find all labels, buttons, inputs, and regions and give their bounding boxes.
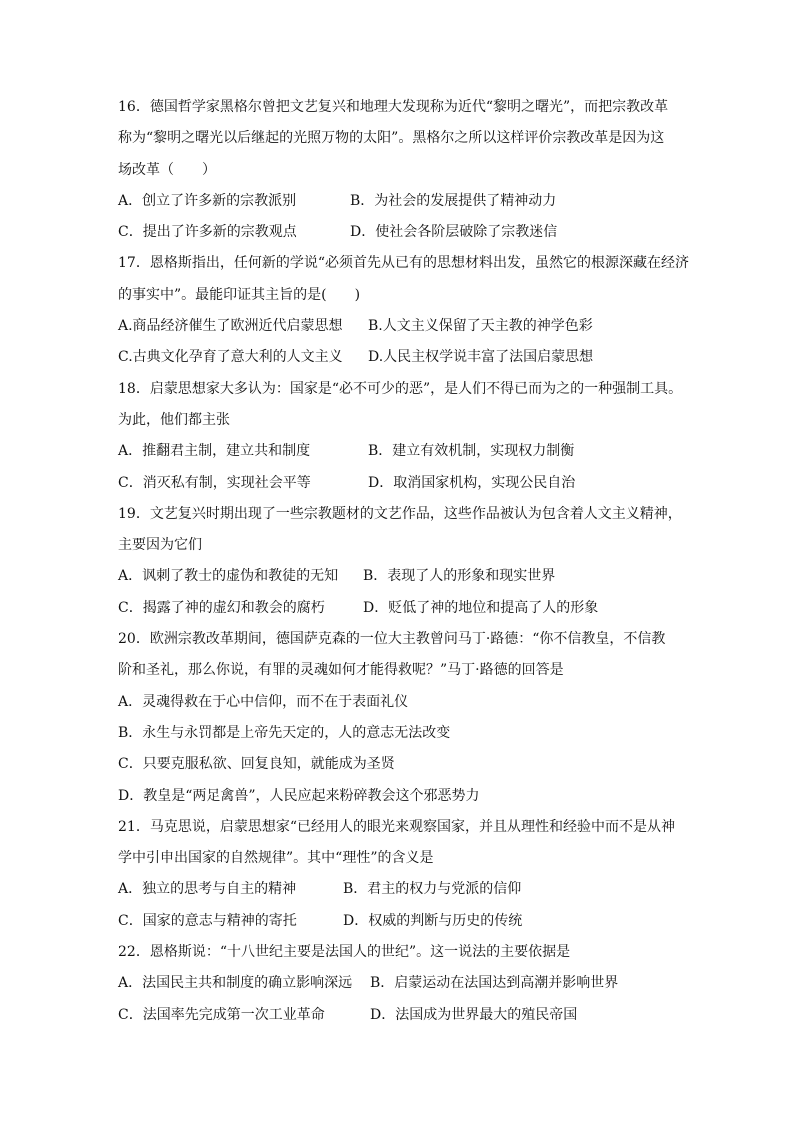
answer-option: D．取消国家机构，实现公民自治: [368, 474, 576, 491]
question-stem-line: 20．欧洲宗教改革期间，德国萨克森的一位大主教曾问马丁·路德：“你不信教皇，不信教: [118, 631, 666, 648]
question-stem-line: 称为“黎明之曙光以后继起的光照万物的太阳”。黑格尔之所以这样评价宗教改革是因为这: [118, 130, 665, 147]
answer-option: D．教皇是“两足禽兽”，人民应起来粉碎教会这个邪恶势力: [118, 787, 480, 804]
answer-option: B．为社会的发展提供了精神动力: [350, 192, 557, 209]
option-row: [118, 749, 684, 780]
answer-option: B．建立有效机制，实现权力制衡: [368, 443, 575, 460]
question-20: [118, 624, 684, 812]
question-stem-line: 为此，他们都主张: [118, 411, 230, 428]
question-stem-line: 19．文艺复兴时期出现了一些宗教题材的文艺作品，这些作品被认为包含着人文主义精神，: [118, 505, 682, 522]
answer-option: C．国家的意志与精神的寄托: [118, 912, 297, 929]
answer-option: A．独立的思考与自主的精神: [118, 881, 297, 898]
question-stem-line: 22．恩格斯说：“十八世纪主要是法国人的世纪”。这一说法的主要依据是: [118, 944, 571, 961]
answer-option: B．表现了人的形象和现实世界: [363, 568, 556, 585]
answer-option: B.人文主义保留了天主教的神学色彩: [368, 318, 593, 335]
answer-option: A．推翻君主制，建立共和制度: [118, 443, 311, 460]
answer-option: B．永生与永罚都是上帝先天定的，人的意志无法改变: [118, 724, 451, 741]
answer-option: C．揭露了神的虚幻和教会的腐朽: [118, 599, 325, 616]
answer-option: B．启蒙运动在法国达到高潮并影响世界: [370, 975, 619, 992]
question-16: [118, 92, 684, 248]
answer-option: A．法国民主共和制度的确立影响深远: [118, 975, 353, 992]
option-row: [118, 781, 684, 812]
question-stem-line: 18．启蒙思想家大多认为：国家是“必不可少的恶”，是人们不得已而为之的一种强制工具。: [118, 380, 683, 397]
option-row: [118, 561, 684, 592]
answer-option: C．只要克服私欲、回复良知，就能成为圣贤: [118, 756, 395, 773]
option-row: [118, 311, 684, 342]
question-list: [118, 92, 689, 1031]
question-stem-line: 阶和圣礼，那么你说，有罪的灵魂如何才能得救呢？”马丁·路德的回答是: [118, 662, 564, 679]
answer-option: D．权威的判断与历史的传统: [343, 912, 523, 929]
option-row: [118, 468, 684, 499]
question-stem-line: 17．恩格斯指出，任何新的学说“必须首先从已有的思想材料出发，虽然它的根源深藏在经济: [118, 255, 689, 272]
question-stem-line: 主要因为它们: [118, 537, 202, 554]
answer-option: A．创立了许多新的宗教派别: [118, 192, 297, 209]
option-row: [118, 436, 684, 467]
answer-option: D．法国成为世界最大的殖民帝国: [370, 1006, 578, 1023]
answer-option: A.商品经济催生了欧洲近代启蒙思想: [118, 318, 343, 335]
answer-option: A．讽刺了教士的虚伪和教徒的无知: [118, 568, 339, 585]
option-row: [118, 687, 684, 718]
question-17: [118, 248, 689, 373]
answer-option: D．贬低了神的地位和提高了人的形象: [363, 599, 599, 616]
option-row: [118, 217, 684, 248]
option-row: [118, 718, 684, 749]
option-row: [118, 906, 684, 937]
answer-option: A．灵魂得救在于心中信仰，而不在于表面礼仪: [118, 693, 409, 710]
answer-option: D．使社会各阶层破除了宗教迷信: [350, 224, 558, 241]
answer-option: D.人民主权学说丰富了法国启蒙思想: [368, 349, 594, 366]
answer-option: C．法国率先完成第一次工业革命: [118, 1006, 325, 1023]
option-row: [118, 1000, 684, 1031]
option-row: [118, 593, 684, 624]
question-22: [118, 937, 684, 1031]
question-stem-line: 的事实中”。最能印证其主旨的是( ): [118, 286, 361, 303]
question-18: [118, 374, 684, 499]
answer-option: C.古典文化孕育了意大利的人文主义: [118, 349, 343, 366]
question-stem-line: 16．德国哲学家黑格尔曾把文艺复兴和地理大发现称为近代“黎明之曙光”，而把宗教改革: [118, 99, 669, 115]
question-21: [118, 812, 684, 937]
question-stem-line: 场改革（ ）: [118, 161, 216, 178]
answer-option: C．提出了许多新的宗教观点: [118, 224, 297, 241]
answer-option: C．消灭私有制，实现社会平等: [118, 474, 311, 491]
option-row: [118, 186, 684, 217]
question-stem-line: 学中引申出国家的自然规律”。其中“理性”的含义是: [118, 850, 434, 867]
option-row: [118, 342, 684, 373]
answer-option: B．君主的权力与党派的信仰: [343, 881, 522, 898]
question-stem-line: 21．马克思说，启蒙思想家“已经用人的眼光来观察国家，并且从理性和经验中而不是从神: [118, 818, 675, 835]
question-19: [118, 499, 684, 624]
option-row: [118, 968, 684, 999]
option-row: [118, 874, 684, 905]
